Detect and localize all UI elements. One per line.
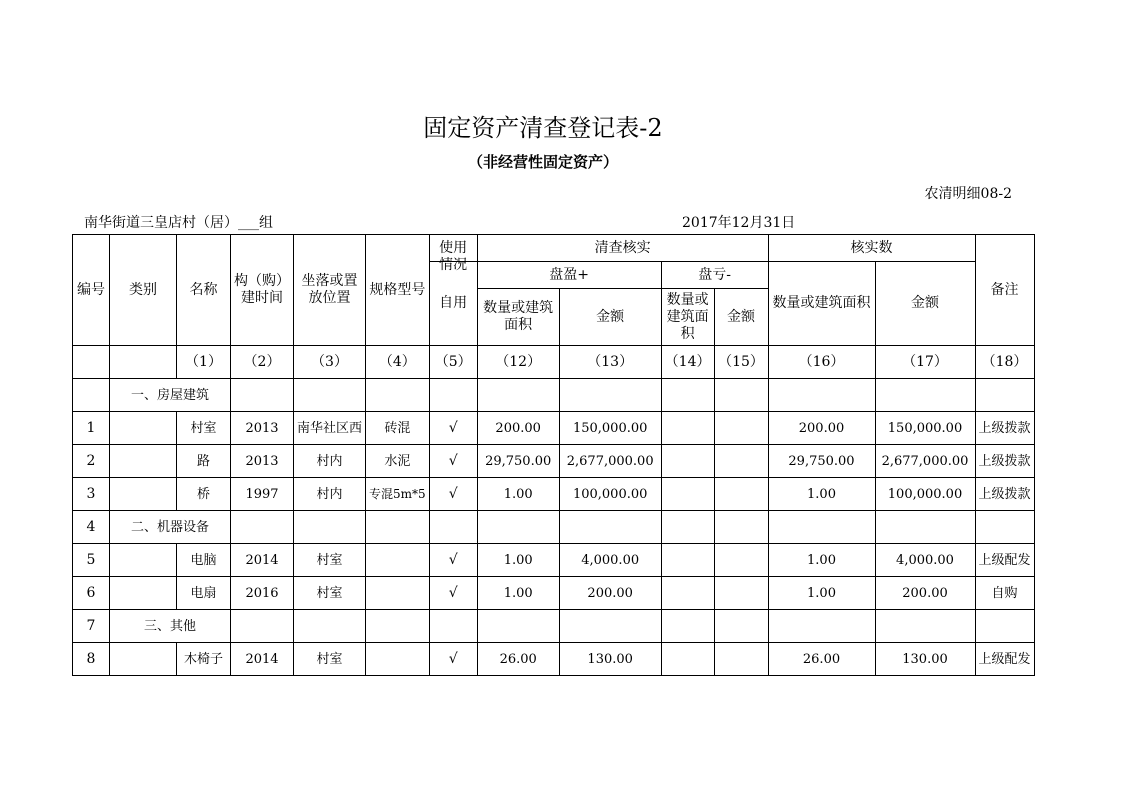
row-spec <box>366 610 430 643</box>
row-category <box>110 478 177 511</box>
header-type: 类别 <box>110 235 177 346</box>
row-remark <box>975 610 1034 643</box>
row-verified-amt: 130.00 <box>875 643 975 676</box>
row-spec: 水泥 <box>366 445 430 478</box>
row-place <box>294 610 366 643</box>
row-no <box>73 379 110 412</box>
row-surplus-amt <box>559 379 661 412</box>
row-category <box>110 577 177 610</box>
row-name: 路 <box>177 445 231 478</box>
row-verified-qty: 200.00 <box>768 412 875 445</box>
row-verified-qty <box>768 379 875 412</box>
table-row <box>73 412 1035 445</box>
row-spec: 专混5m*5 <box>366 478 430 511</box>
row-loss-amt <box>714 445 768 478</box>
header-remark: 备注 <box>975 235 1034 346</box>
row-year: 2013 <box>231 445 294 478</box>
index-cell: （3） <box>294 346 366 379</box>
row-category <box>110 544 177 577</box>
header-surplus-amt: 金额 <box>559 289 661 346</box>
row-place <box>294 379 366 412</box>
row-year: 1997 <box>231 478 294 511</box>
header-loss-qty-text: 数量或建筑面积 <box>666 291 709 342</box>
row-no: 2 <box>73 445 110 478</box>
row-remark: 上级拨款 <box>975 445 1034 478</box>
row-loss-amt <box>714 610 768 643</box>
row-remark <box>975 511 1034 544</box>
table-row <box>73 445 1035 478</box>
row-spec <box>366 544 430 577</box>
header-surplus-qty: 数量或建筑面积 <box>477 289 559 346</box>
row-spec <box>366 643 430 676</box>
row-name: 电扇 <box>177 577 231 610</box>
header-loss-amt: 金额 <box>714 289 768 346</box>
row-verified-qty <box>768 511 875 544</box>
row-surplus-qty: 1.00 <box>477 478 559 511</box>
index-cell: （17） <box>875 346 975 379</box>
row-year <box>231 511 294 544</box>
table-row <box>73 379 1035 412</box>
row-loss-qty <box>661 643 714 676</box>
row-self-use: √ <box>429 478 477 511</box>
index-cell: （18） <box>975 346 1034 379</box>
row-self-use: √ <box>429 577 477 610</box>
row-verified-amt <box>875 511 975 544</box>
row-no: 5 <box>73 544 110 577</box>
table-row <box>73 511 1035 544</box>
header-usage-text: 使用情况 <box>439 239 468 273</box>
table-row <box>73 577 1035 610</box>
header-usage-self: 自用 <box>429 262 477 346</box>
row-self-use: √ <box>429 445 477 478</box>
row-loss-qty <box>661 478 714 511</box>
row-verified-amt: 100,000.00 <box>875 478 975 511</box>
row-loss-amt <box>714 379 768 412</box>
row-remark: 上级拨款 <box>975 478 1034 511</box>
row-surplus-qty <box>477 511 559 544</box>
header-no: 编号 <box>73 235 110 346</box>
row-name: 电脑 <box>177 544 231 577</box>
row-spec <box>366 511 430 544</box>
row-place: 村室 <box>294 577 366 610</box>
row-category: 一、房屋建筑 <box>110 379 231 412</box>
row-surplus-qty: 29,750.00 <box>477 445 559 478</box>
row-no: 3 <box>73 478 110 511</box>
location-label: 南华街道三皇店村（居）___组 <box>84 215 273 231</box>
row-loss-qty <box>661 511 714 544</box>
row-self-use: √ <box>429 643 477 676</box>
row-name: 桥 <box>177 478 231 511</box>
row-surplus-qty: 1.00 <box>477 544 559 577</box>
row-surplus-amt: 4,000.00 <box>559 544 661 577</box>
row-surplus-qty <box>477 379 559 412</box>
row-surplus-qty: 200.00 <box>477 412 559 445</box>
row-no: 4 <box>73 511 110 544</box>
row-place: 村内 <box>294 478 366 511</box>
row-no: 6 <box>73 577 110 610</box>
form-code: 农清明细08-2 <box>924 186 1012 202</box>
table-row <box>73 478 1035 511</box>
row-surplus-qty: 1.00 <box>477 577 559 610</box>
row-loss-amt <box>714 511 768 544</box>
row-spec <box>366 379 430 412</box>
row-verified-qty: 1.00 <box>768 478 875 511</box>
row-loss-amt <box>714 478 768 511</box>
row-category <box>110 445 177 478</box>
index-cell: （14） <box>661 346 714 379</box>
row-verified-amt <box>875 610 975 643</box>
header-verified-amt: 金额 <box>875 262 975 346</box>
row-year: 2014 <box>231 643 294 676</box>
index-cell <box>110 346 177 379</box>
page-subtitle: （非经营性固定资产） <box>467 153 618 171</box>
row-self-use <box>429 511 477 544</box>
header-usage <box>429 235 477 273</box>
index-cell: （12） <box>477 346 559 379</box>
row-place: 南华社区西 <box>294 412 366 445</box>
row-place: 村室 <box>294 643 366 676</box>
row-loss-amt <box>714 412 768 445</box>
row-year: 2016 <box>231 577 294 610</box>
index-cell: （13） <box>559 346 661 379</box>
index-row <box>73 346 1035 379</box>
row-self-use <box>429 610 477 643</box>
row-remark: 上级配发 <box>975 643 1034 676</box>
row-category <box>110 643 177 676</box>
row-surplus-qty: 26.00 <box>477 643 559 676</box>
row-spec: 砖混 <box>366 412 430 445</box>
row-loss-qty <box>661 445 714 478</box>
row-verified-qty <box>768 610 875 643</box>
row-loss-qty <box>661 544 714 577</box>
row-surplus-amt <box>559 511 661 544</box>
row-name: 村室 <box>177 412 231 445</box>
header-position: 坐落或置放位置 <box>294 235 366 346</box>
row-loss-amt <box>714 577 768 610</box>
header-spec: 规格型号 <box>366 235 430 346</box>
row-no: 1 <box>73 412 110 445</box>
index-cell: （16） <box>768 346 875 379</box>
row-self-use: √ <box>429 544 477 577</box>
row-loss-amt <box>714 544 768 577</box>
row-category: 二、机器设备 <box>110 511 231 544</box>
header-loss: 盘亏- <box>661 262 768 289</box>
row-place: 村内 <box>294 445 366 478</box>
row-year: 2014 <box>231 544 294 577</box>
row-category: 三、其他 <box>110 610 231 643</box>
table-row <box>73 610 1035 643</box>
header-check: 清查核实 <box>477 235 768 262</box>
index-cell: （4） <box>366 346 430 379</box>
row-loss-qty <box>661 412 714 445</box>
report-date: 2017年12月31日 <box>682 215 796 231</box>
row-verified-amt <box>875 379 975 412</box>
row-year: 2013 <box>231 412 294 445</box>
row-surplus-amt: 100,000.00 <box>559 478 661 511</box>
row-surplus-amt: 130.00 <box>559 643 661 676</box>
row-loss-qty <box>661 610 714 643</box>
row-year <box>231 610 294 643</box>
row-loss-qty <box>661 577 714 610</box>
row-verified-qty: 1.00 <box>768 544 875 577</box>
row-loss-amt <box>714 643 768 676</box>
row-verified-qty: 1.00 <box>768 577 875 610</box>
index-cell <box>73 346 110 379</box>
row-verified-amt: 200.00 <box>875 577 975 610</box>
index-cell: （2） <box>231 346 294 379</box>
row-no: 7 <box>73 610 110 643</box>
row-place <box>294 511 366 544</box>
row-name: 木椅子 <box>177 643 231 676</box>
row-remark <box>975 379 1034 412</box>
row-surplus-amt <box>559 610 661 643</box>
row-loss-qty <box>661 379 714 412</box>
index-cell: （15） <box>714 346 768 379</box>
row-place: 村室 <box>294 544 366 577</box>
row-self-use <box>429 379 477 412</box>
row-remark: 自购 <box>975 577 1034 610</box>
header-loss-qty <box>661 289 714 346</box>
index-cell: （1） <box>177 346 231 379</box>
header-verified: 核实数 <box>768 235 975 262</box>
header-build-time: 构（购）建时间 <box>231 235 294 346</box>
row-self-use: √ <box>429 412 477 445</box>
row-verified-qty: 26.00 <box>768 643 875 676</box>
row-surplus-amt: 150,000.00 <box>559 412 661 445</box>
row-remark: 上级拨款 <box>975 412 1034 445</box>
row-verified-qty: 29,750.00 <box>768 445 875 478</box>
header-name: 名称 <box>177 235 231 346</box>
row-surplus-amt: 2,677,000.00 <box>559 445 661 478</box>
row-surplus-amt: 200.00 <box>559 577 661 610</box>
row-no: 8 <box>73 643 110 676</box>
row-verified-amt: 150,000.00 <box>875 412 975 445</box>
row-spec <box>366 577 430 610</box>
asset-register-table <box>72 234 1035 676</box>
page-title: 固定资产清查登记表-2 <box>423 114 663 142</box>
row-verified-amt: 2,677,000.00 <box>875 445 975 478</box>
header-verified-qty: 数量或建筑面积 <box>768 262 875 346</box>
table-row <box>73 643 1035 676</box>
row-year <box>231 379 294 412</box>
header-surplus: 盘盈+ <box>477 262 661 289</box>
row-surplus-qty <box>477 610 559 643</box>
index-cell: （5） <box>429 346 477 379</box>
table-row <box>73 544 1035 577</box>
row-category <box>110 412 177 445</box>
row-remark: 上级配发 <box>975 544 1034 577</box>
row-verified-amt: 4,000.00 <box>875 544 975 577</box>
